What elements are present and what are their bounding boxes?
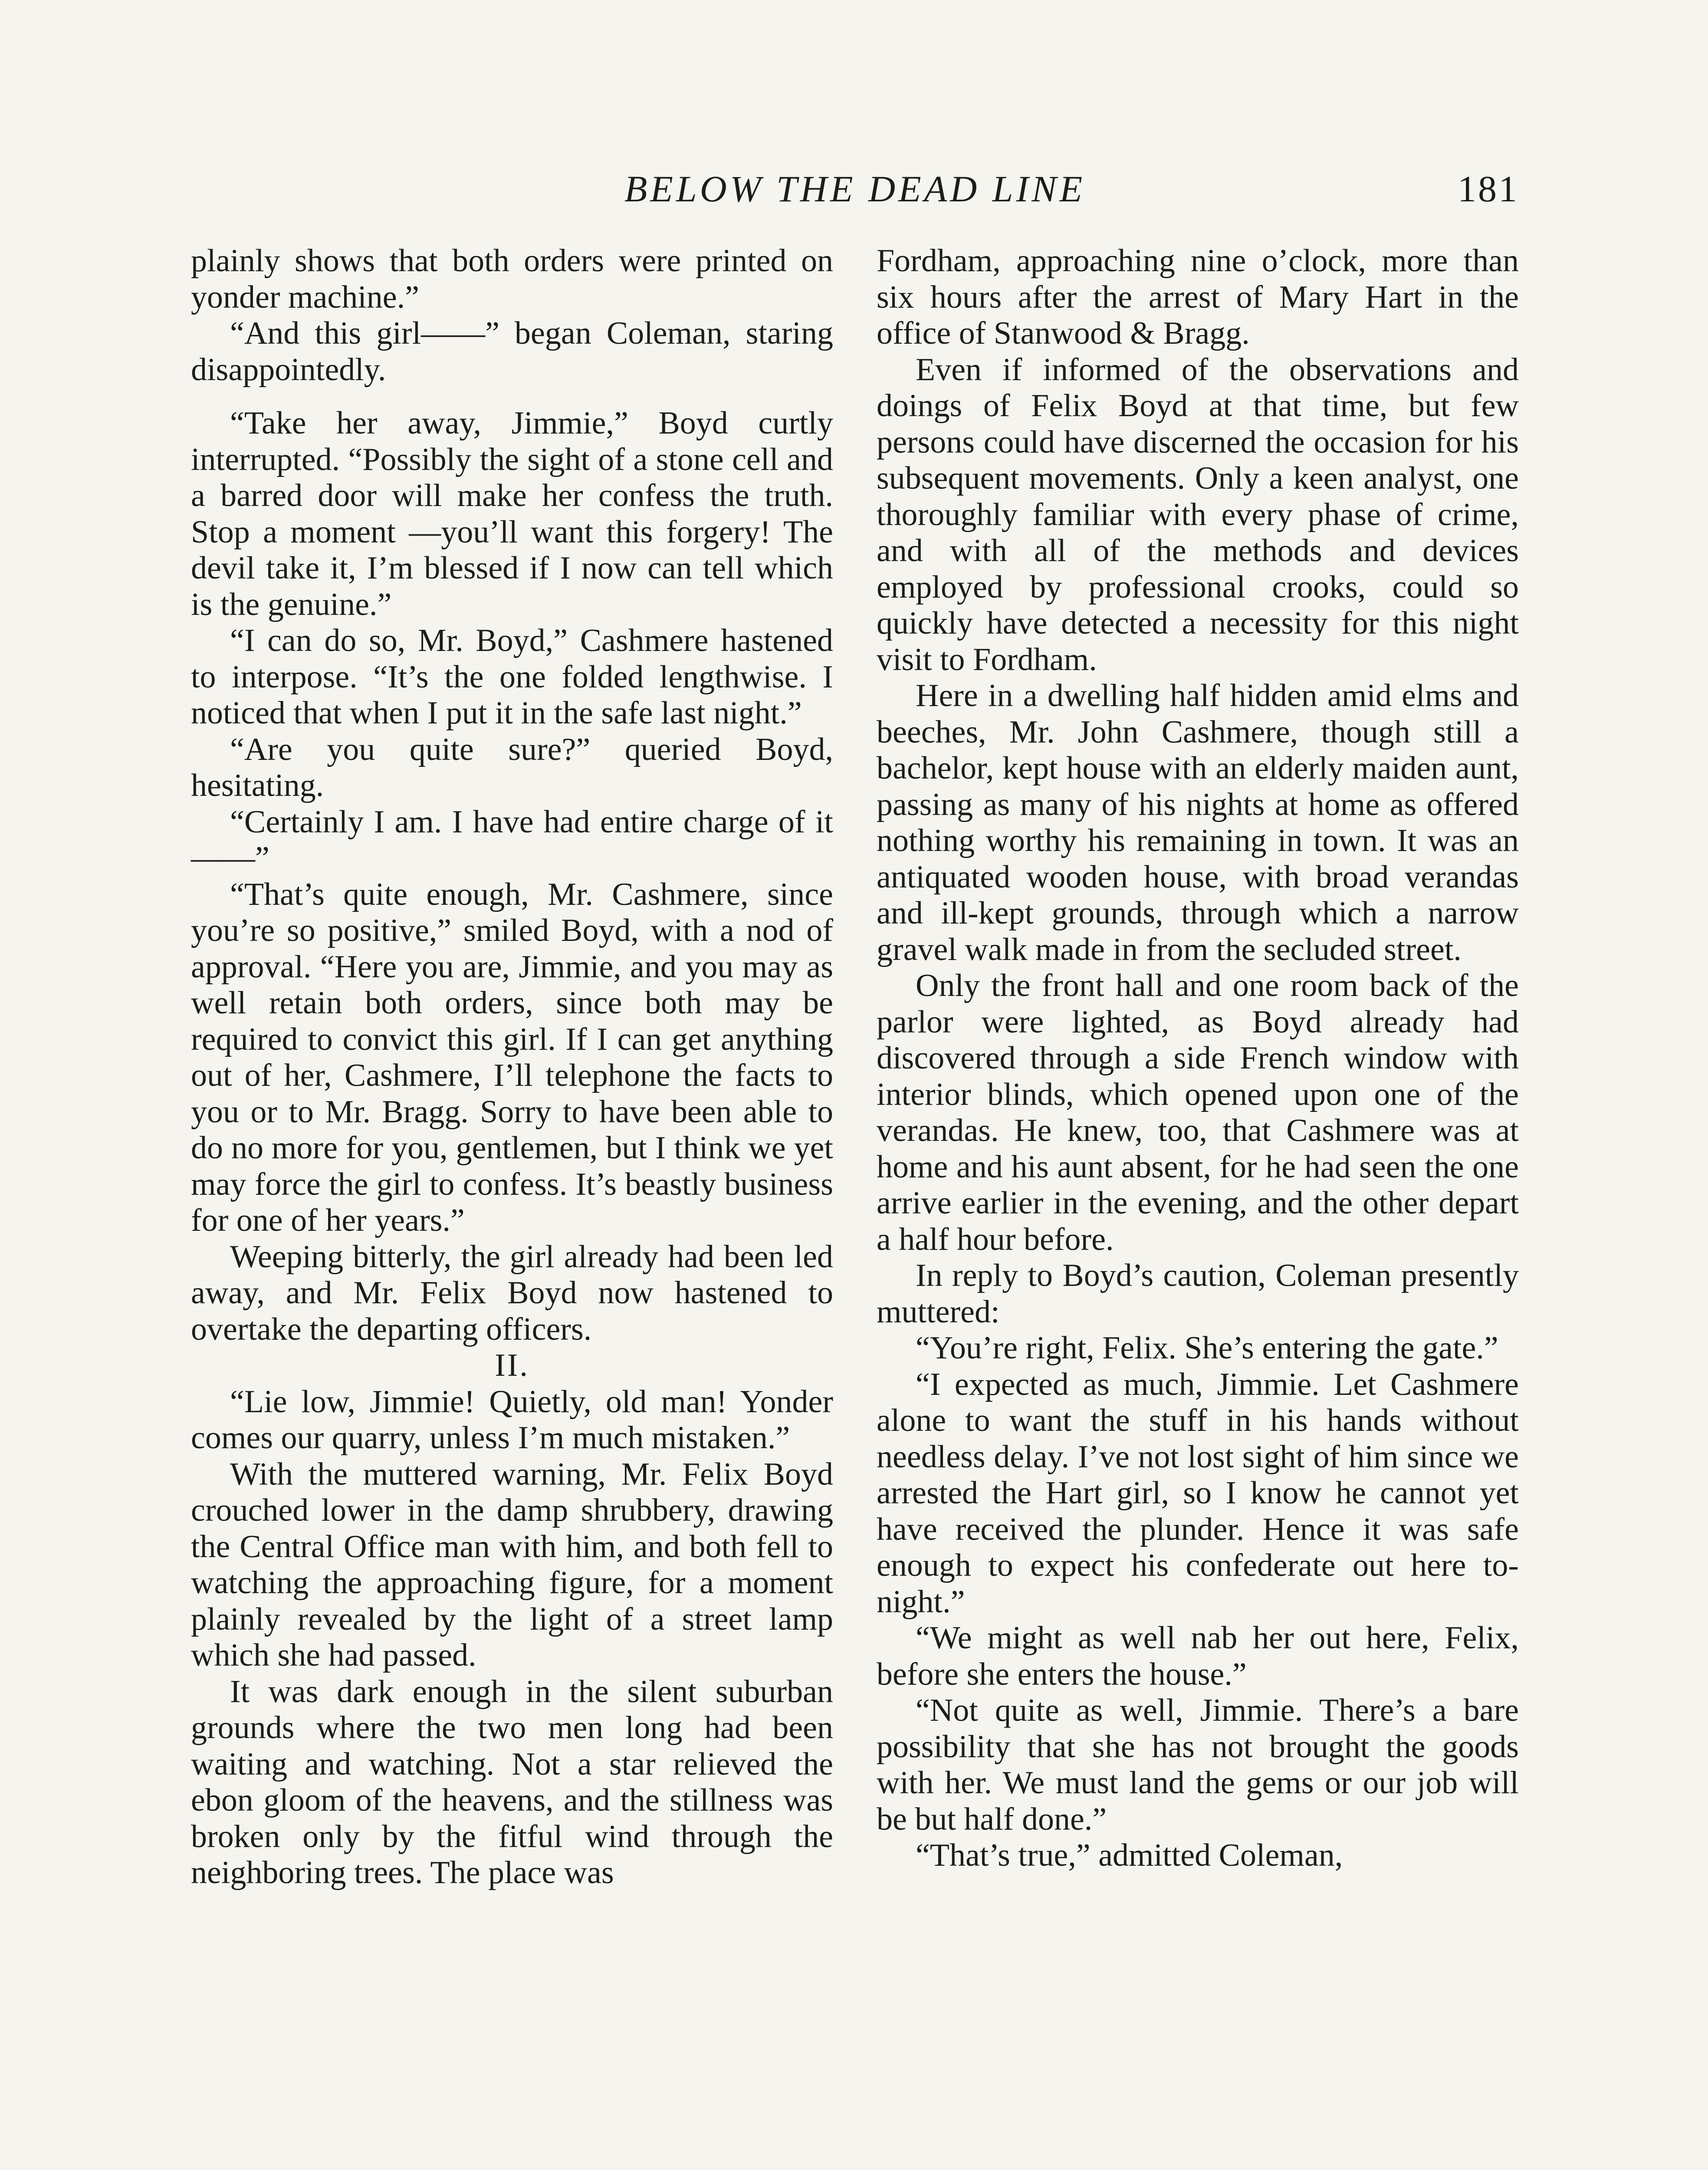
paragraph: Weeping bitterly, the girl already had been led away, and Mr. Felix Boyd now hastened to overtake the departing officers.	[191, 1239, 833, 1347]
paragraph: “Take her away, Jimmie,” Boyd curtly interrupted. “Possibly the sight of a stone cell and a barred door will make her confess the truth. Stop a moment —you’ll want this forgery! The devil take it, I’m blessed if I now can tell which is the genuine.”	[191, 405, 833, 622]
paragraph: “And this girl——” began Coleman, staring disappointedly.	[191, 316, 833, 388]
paragraph: Here in a dwelling half hidden amid elms and beeches, Mr. John Cashmere, though still a bachelor, kept house with an elderly maiden aunt, passing as many of his nights at home as offered nothing worthy his remaining in town. It was an antiquated wooden house, with broad verandas and ill-kept grounds, through which a narrow gravel walk made in from the secluded street.	[877, 678, 1519, 967]
paragraph: In reply to Boyd’s caution, Coleman presently muttered:	[877, 1258, 1519, 1330]
paragraph: “I can do so, Mr. Boyd,” Cashmere hastened to interpose. “It’s the one folded lengthwise. I noticed that when I put it in the safe last night.”	[191, 623, 833, 731]
right-column	[877, 243, 1519, 1874]
paragraph: “Certainly I am. I have had entire charge of it——”	[191, 804, 833, 876]
paragraph: “Are you quite sure?” queried Boyd, hesitating.	[191, 731, 833, 803]
paragraph: Only the front hall and one room back of the parlor were lighted, as Boyd already had discovered through a side French window with interior blinds, which opened upon one of the verandas. He knew, too, that Cashmere was at home and his aunt absent, for he had seen the one arrive earlier in the evening, and the other depart a half hour before.	[877, 968, 1519, 1257]
left-column	[191, 243, 833, 1891]
paragraph: Fordham, approaching nine o’clock, more than six hours after the arrest of Mary Hart in the office of Stanwood & Bragg.	[877, 243, 1519, 351]
paragraph: Even if informed of the observations and doings of Felix Boyd at that time, but few persons could have discerned the occasion for his subsequent movements. Only a keen analyst, one thoroughly familiar with every phase of crime, and with all of the methods and devices employed by professional crooks, could so quickly have detected a necessity for this night visit to Fordham.	[877, 352, 1519, 677]
paragraph: It was dark enough in the silent suburban grounds where the two men long had been waiting and watching. Not a star relieved the ebon gloom of the heavens, and the stillness was broken only by the fitful wind through the neighboring trees. The place was	[191, 1674, 833, 1891]
paragraph: “I expected as much, Jimmie. Let Cashmere alone to want the stuff in his hands without needless delay. I’ve not lost sight of him since we arrested the Hart girl, so I know he cannot yet have received the plunder. Hence it was safe enough to expect his confederate out here to-night.”	[877, 1366, 1519, 1620]
page-number: 181	[1458, 168, 1519, 210]
paragraph: With the muttered warning, Mr. Felix Boyd crouched lower in the damp shrubbery, drawing the Central Office man with him, and both fell to watching the approaching figure, for a moment plainly revealed by the light of a street lamp which she had passed.	[191, 1456, 833, 1673]
paragraph: “You’re right, Felix. She’s entering the gate.”	[916, 1330, 1498, 1366]
paragraph: “Lie low, Jimmie! Quietly, old man! Yonder comes our quarry, unless I’m much mistaken.”	[191, 1384, 833, 1456]
paragraph: “That’s true,” admitted Coleman,	[916, 1838, 1343, 1873]
page-header	[191, 161, 1519, 217]
paragraph: “That’s quite enough, Mr. Cashmere, since you’re so positive,” smiled Boyd, with a nod of approval. “Here you are, Jimmie, and you may as well retain both orders, since both may be required to convict this girl. If I can get anything out of her, Cashmere, I’ll telephone the facts to you or to Mr. Bragg. Sorry to have been able to do no more for you, gentlemen, but I think we yet may force the girl to confess. It’s beastly business for one of her years.”	[191, 876, 833, 1238]
section-heading: II.	[495, 1348, 529, 1383]
paragraph: plainly shows that both orders were printed on yonder machine.”	[191, 243, 833, 315]
running-title: BELOW THE DEAD LINE	[624, 168, 1086, 210]
paragraph: “We might as well nab her out here, Felix, before she enters the house.”	[877, 1620, 1519, 1692]
paragraph: “Not quite as well, Jimmie. There’s a bare possibility that she has not brought the goods with her. We must land the gems or our job will be but half done.”	[877, 1693, 1519, 1837]
